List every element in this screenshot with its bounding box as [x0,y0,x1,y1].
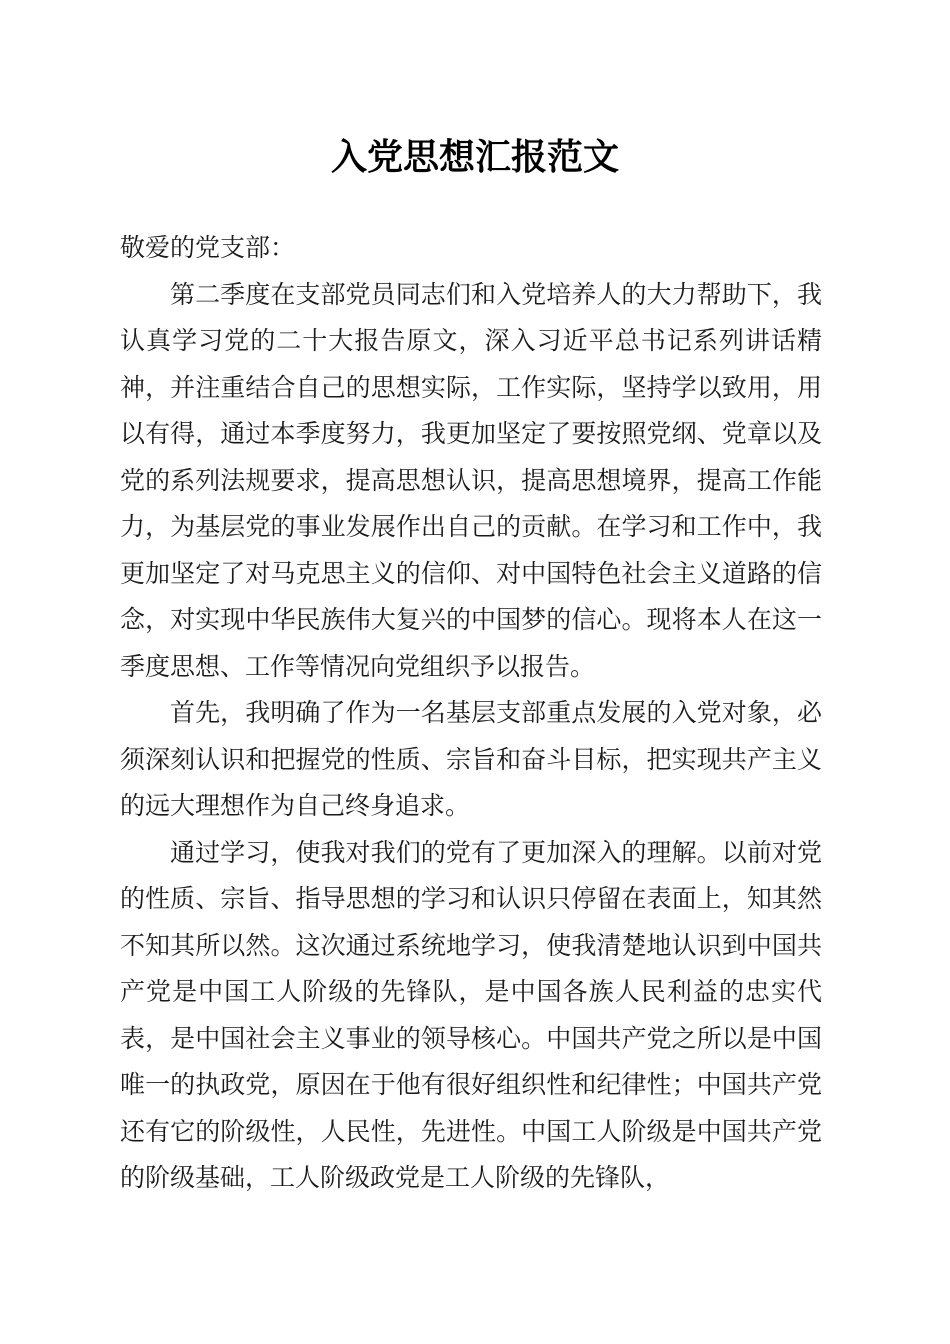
document-title: 入党思想汇报范文 [330,136,619,178]
paragraph-3: 通过学习，使我对我们的党有了更加深入的理解。以前对党的性质、宗旨、指导思想的学习和认识只停留在表面上，知其然不知其所以然。这次通过系统地学习，使我清楚地认识到中国共产党是中国工人阶级的先锋队，是中国各族人民利益的忠实代表，是中国社会主义事业的领导核心。中国共产党之所以是中国唯一的执政党，原因在于他有很好组织性和纪律性；中国共产党还有它的阶级性，人民性，先进性。中国工人阶级是中国共产党的阶级基础，工人阶级政党是工人阶级的先锋队， [120,837,822,1192]
paragraph-1: 第二季度在支部党员同志们和入党培养人的大力帮助下，我认真学习党的二十大报告原文，深入习近平总书记系列讲话精神，并注重结合自己的思想实际，工作实际，坚持学以致用，用以有得，通过本季度努力，我更加坚定了要按照党纲、党章以及党的系列法规要求，提高思想认识，提高思想境界，提高工作能力，为基层党的事业发展作出自己的贡献。在学习和工作中，我更加坚定了对马克思主义的信仰、对中国特色社会主义道路的信念，对实现中华民族伟大复兴的中国梦的信心。现将本人在这一季度思想、工作等情况向党组织予以报告。 [120,279,822,681]
paragraph-2: 首先，我明确了作为一名基层支部重点发展的入党对象，必须深刻认识和把握党的性质、宗旨和奋斗目标，把实现共产主义的远大理想作为自己终身追求。 [120,698,822,820]
salutation: 敬爱的党支部： [120,233,296,262]
document-body [120,225,822,1202]
